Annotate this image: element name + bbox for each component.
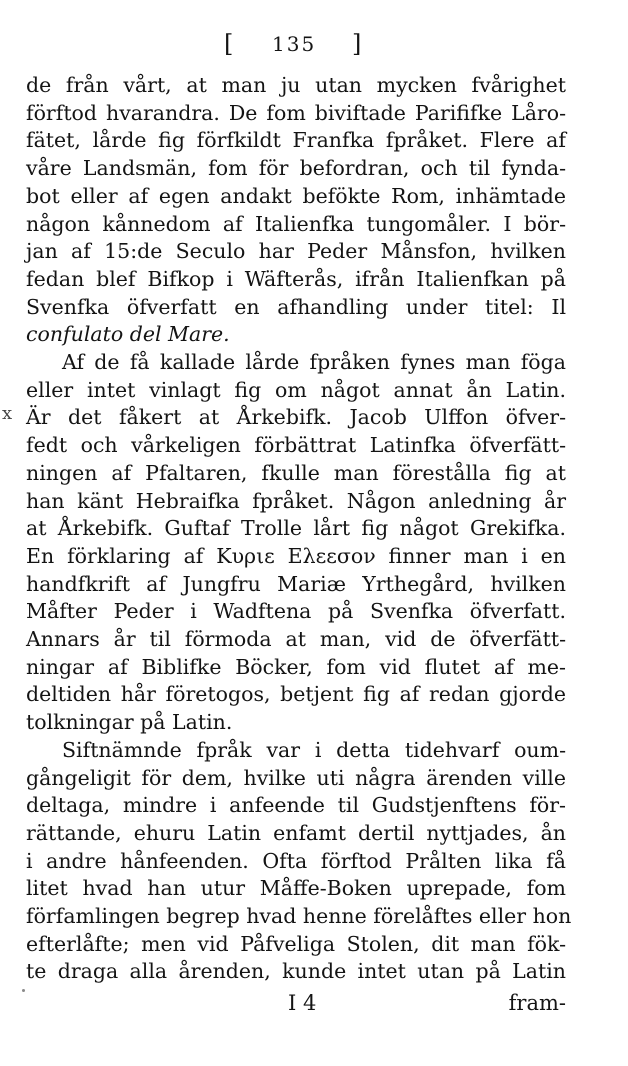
text-line: de från vårt, at man ju utan mycken fvårighet [26, 73, 566, 97]
page-footer [26, 988, 566, 1018]
text-line: någon kånnedom af Italienfka tungomåler. I bör- [26, 211, 566, 236]
text-line: efterlåfte; men vid Påfveliga Stolen, dit man fök- [26, 931, 566, 956]
text-line: Är det fåkert at Årkebifk. Jacob Ulffon öfver- [26, 405, 566, 430]
text-line: bot eller af egen andakt befökte Rom, inhämtade [26, 183, 566, 208]
text-line: tolkningar på Latin. [26, 710, 233, 735]
header-bracket-left: [ [224, 30, 234, 58]
page-header [224, 26, 384, 62]
text-line: deltiden hår företogos, betjent fig af redan gjorde [26, 682, 566, 707]
text-line: han känt Hebraifka fpråket. Någon anledning år [26, 488, 566, 513]
catchword: fram- [508, 991, 566, 1015]
text-line: Annars år til förmoda at man, vid de öfverfätt- [26, 627, 566, 651]
header-bracket-right: ] [352, 30, 362, 58]
page-number: 135 [272, 32, 317, 56]
text-line: förftod hvarandra. De fom biviftade Parififke Låro- [26, 100, 566, 125]
text-line: i andre hånfeenden. Ofta förftod Prålten lika få [26, 848, 566, 873]
signature-mark: I 4 [288, 991, 317, 1015]
text-line: te draga alla årenden, kunde intet utan på Latin [26, 959, 566, 984]
paragraph-start-line: Af de få kallade lårde fpråken fynes man föga [62, 350, 566, 374]
text-line: Svenfka öfverfatt en afhandling under titel: Il [26, 294, 566, 319]
text-line: litet hvad han utur Måffe-Boken uprepade, fom [26, 876, 566, 901]
text-line: gångeligit för dem, hvilke uti några ärenden ville [26, 765, 566, 790]
text-line: handfkrift af Jungfru Mariæ Yrthegård, hvilken [26, 571, 566, 596]
text-line: fedan blef Bifkop i Wäfterås, ifrån Italienfkan på [26, 266, 566, 291]
text-line: ningen af Pfaltaren, fkulle man förestålla fig at [26, 460, 566, 485]
text-line: eller intet vinlagt fig om något annat ån Latin. [26, 377, 566, 402]
text-line: Måfter Peder i Wadftena på Svenfka öfverfatt. [26, 599, 566, 624]
text-line: En förklaring af Κυριε Ελεεσον finner man i en [26, 543, 566, 568]
text-line: förfamlingen begrep hvad henne förelåftes eller hon [26, 904, 572, 928]
ink-speck [22, 989, 25, 992]
text-line: rättande, ehuru Latin enfamt dertil nyttjades, ån [26, 820, 566, 845]
text-line: jan af 15:de Seculo har Peder Månsfon, hvilken [26, 239, 566, 264]
text-line: at Årkebifk. Guftaf Trolle lårt fig något Grekifka. [26, 516, 566, 541]
text-line: deltaga, mindre i anfeende til Gudstjenftens för- [26, 793, 566, 818]
text-line: fätet, lårde fig förfkildt Franfka fpråket. Flere af [26, 128, 566, 153]
text-line: confulato del Mare. [26, 322, 230, 347]
text-line: fedt och vårkeligen förbättrat Latinfka öfverfätt- [26, 433, 566, 458]
paragraph-start-line: Siftnämnde fpråk var i detta tidehvarf oum- [62, 737, 566, 762]
margin-mark: x [2, 403, 13, 424]
text-line: våre Landsmän, fom för befordran, och til fynda- [26, 156, 566, 181]
text-line: ningar af Biblifke Böcker, fom vid flutet af me- [26, 654, 566, 679]
